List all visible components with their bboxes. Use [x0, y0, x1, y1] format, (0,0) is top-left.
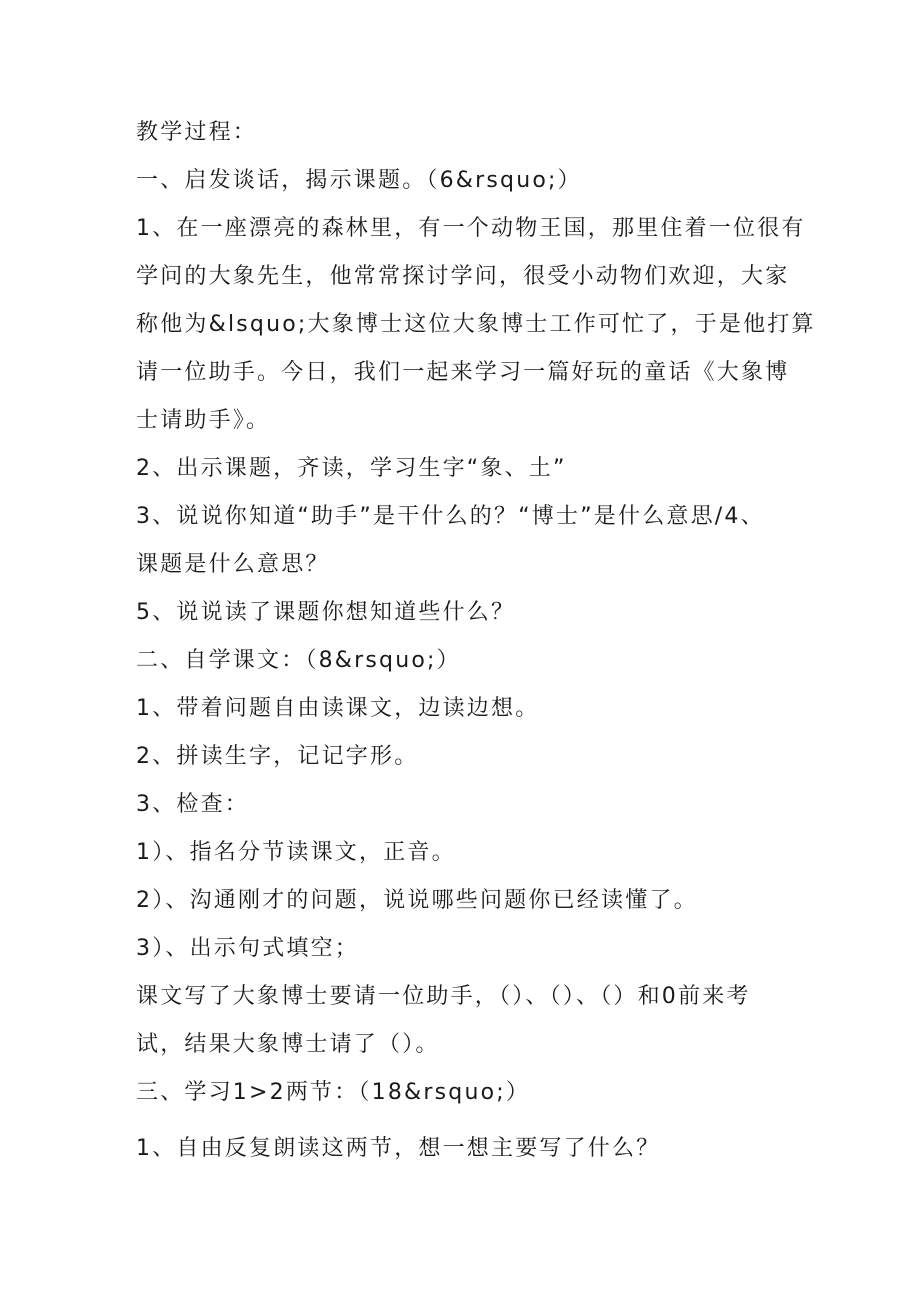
paragraph-line: 1、在一座漂亮的森林里，有一个动物王国，那里住着一位很有: [136, 216, 806, 241]
paragraph-line: 课题是什么意思？: [136, 552, 330, 577]
paragraph-line: 课文写了大象博士要请一位助手，（）、（）、（）和0前来考: [136, 984, 751, 1009]
section-heading-3: 三、学习1>2两节：（18&rsquo;）: [136, 1080, 531, 1105]
section-heading-1: 一、启发谈话，揭示课题。（6&rsquo;）: [136, 168, 582, 193]
paragraph-line: 请一位助手。今日，我们一起来学习一篇好玩的童话《大象博: [136, 360, 790, 385]
paragraph-line: 1、自由反复朗读这两节，想一想主要写了什么？: [136, 1136, 661, 1161]
paragraph-line: 称他为&lsquo;大象博士这位大象博士工作可忙了，于是他打算: [136, 312, 816, 337]
paragraph-line: 试，结果大象博士请了（）。: [136, 1032, 440, 1057]
paragraph-line: 1）、指名分节读课文，正音。: [136, 840, 456, 865]
paragraph-line: 3、检查：: [136, 792, 249, 817]
paragraph-line: 学问的大象先生，他常常探讨学问，很受小动物们欢迎，大家: [136, 264, 790, 289]
paragraph-line: 士请助手》。: [136, 408, 271, 433]
paragraph-line: 3）、出示句式填空；: [136, 936, 359, 961]
paragraph-line: 3、说说你知道“助手”是干什么的？“博士”是什么意思/4、: [136, 504, 765, 529]
paragraph-line: 5、说说读了课题你想知道些什么？: [136, 600, 516, 625]
paragraph-line: 2、出示课题，齐读，学习生字“象、土”: [136, 456, 567, 481]
paragraph-line: 1、带着问题自由读课文，边读边想。: [136, 696, 540, 721]
section-heading-2: 二、自学课文：（8&rsquo;）: [136, 648, 461, 673]
section-heading-teaching-process: 教学过程：: [136, 120, 258, 145]
paragraph-line: 2、拼读生字，记记字形。: [136, 744, 419, 769]
paragraph-line: 2）、沟通刚才的问题，说说哪些问题你已经读懂了。: [136, 888, 698, 913]
